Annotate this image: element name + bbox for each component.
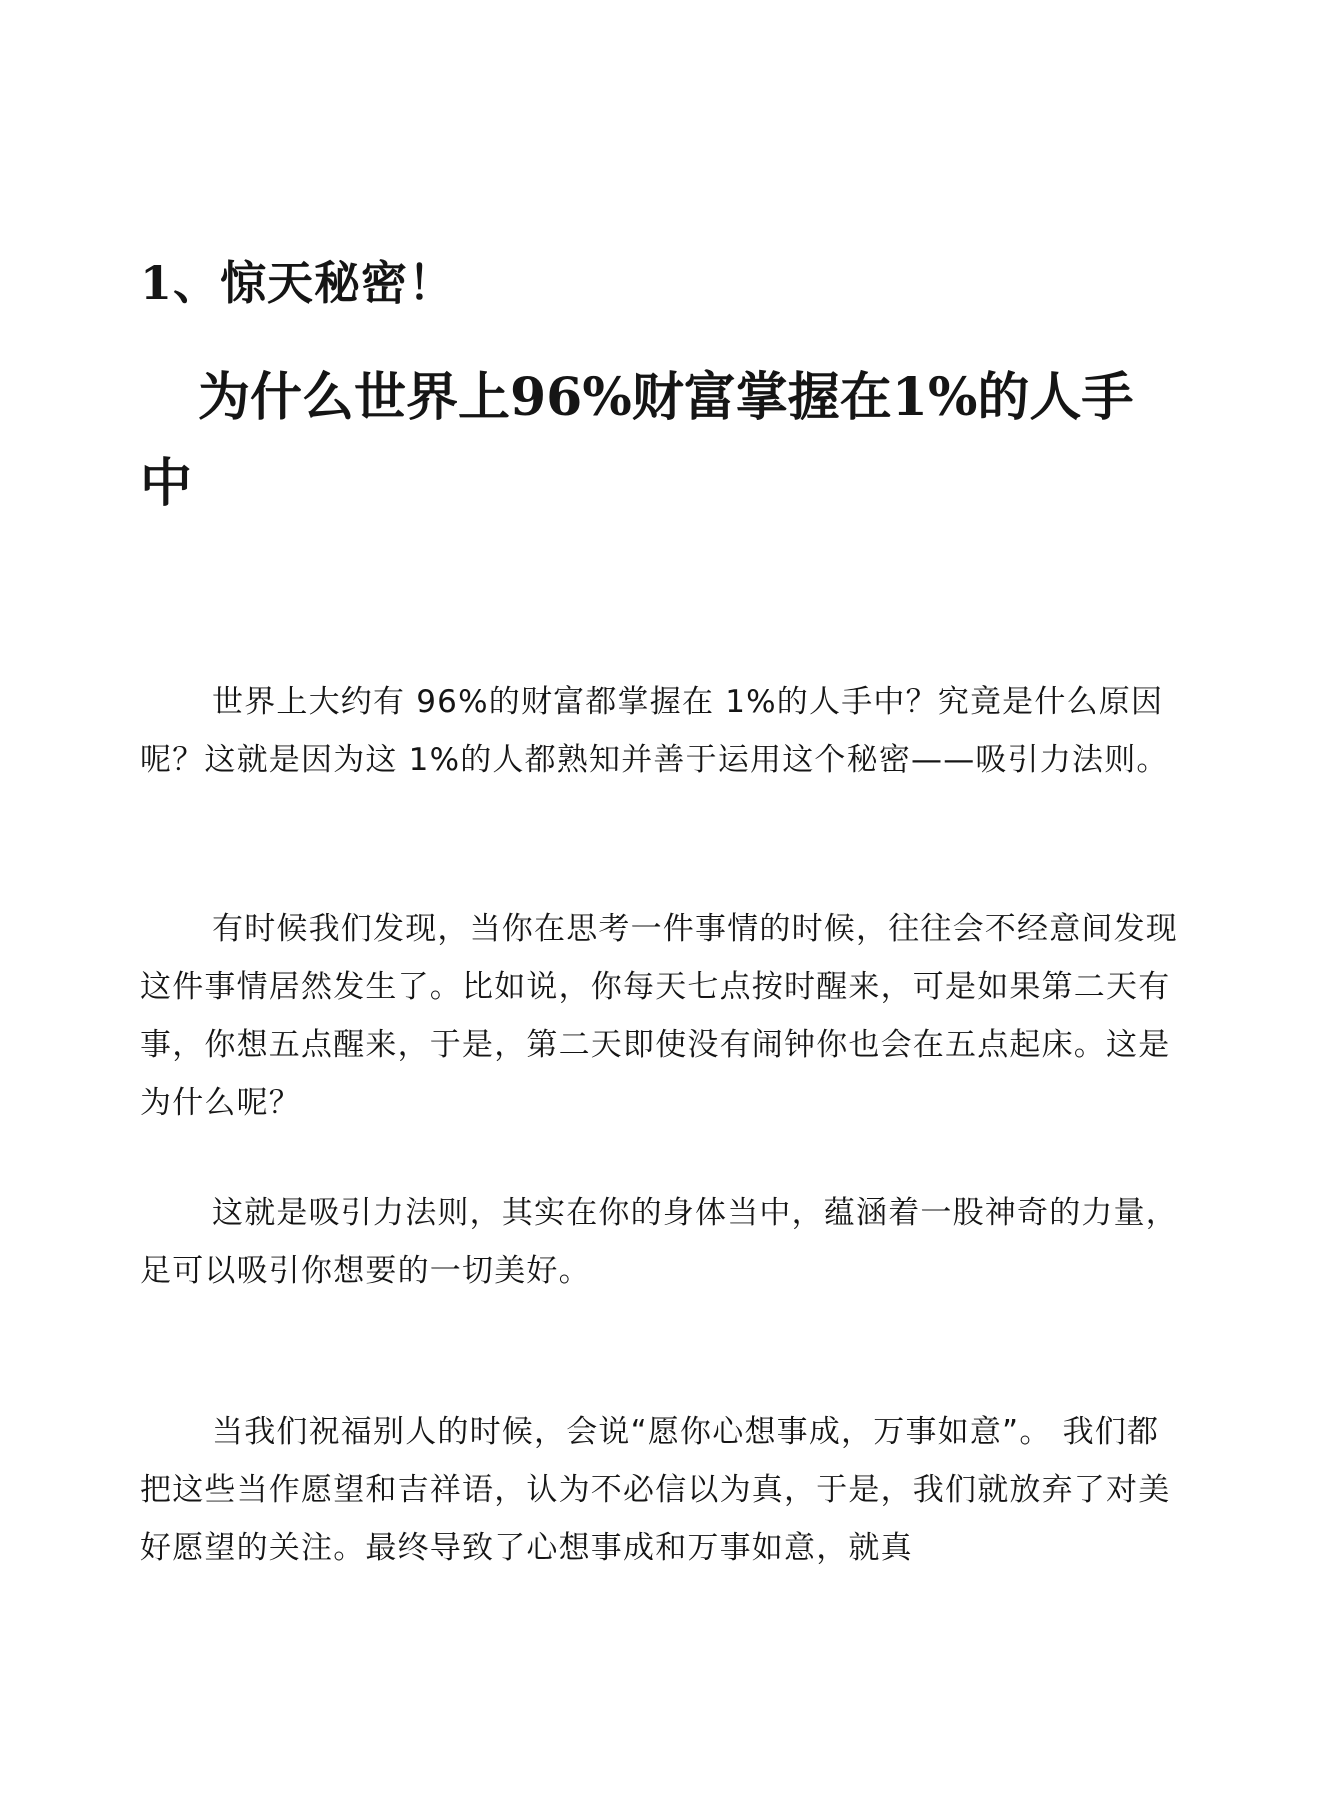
paragraph-1: 世界上大约有 96%的财富都掌握在 1%的人手中？究竟是什么原因呢？这就是因为这 1%的人都熟知并善于运用这个秘密——吸引力法则。 bbox=[140, 684, 1169, 778]
section-heading: 1、惊天秘密！ bbox=[140, 256, 456, 310]
paragraph-4: 当我们祝福别人的时候，会说“愿你心想事成，万事如意”。 我们都把这些当作愿望和吉祥语，认为不必信以为真，于是，我们就放弃了对美好愿望的关注。最终导致了心想事成和万事如意，就真 bbox=[140, 1414, 1171, 1566]
page-title: 为什么世界上96%财富掌握在1%的人手中 bbox=[140, 367, 1134, 514]
paragraph-3: 这就是吸引力法则，其实在你的身体当中，蕴涵着一股神奇的力量，足可以吸引你想要的一切美好。 bbox=[140, 1195, 1178, 1289]
paragraph-2: 有时候我们发现，当你在思考一件事情的时候，往往会不经意间发现这件事情居然发生了。比如说，你每天七点按时醒来，可是如果第二天有事，你想五点醒来，于是，第二天即使没有闹钟你也会在五点起床。这是为什么呢？ bbox=[140, 911, 1178, 1121]
